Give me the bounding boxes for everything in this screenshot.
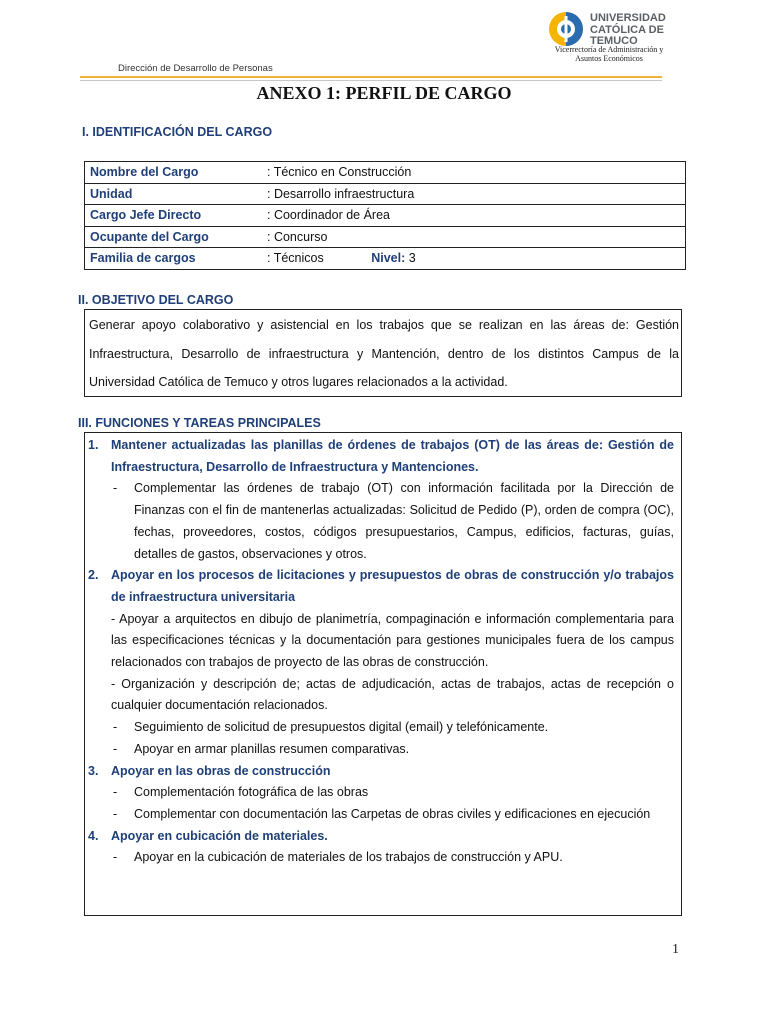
item-number: 2. bbox=[88, 568, 99, 583]
row-value bbox=[262, 248, 686, 270]
objective-text: Generar apoyo colaborativo y asistencial en los trabajos que se realizan en las áreas de: Gestión Infraestructura, Desarrollo de infraestructura y Mantención, dentro de los distintos Campus de la Universidad Católica de Temuco y otros lugares relacionados a la actividad. bbox=[89, 318, 679, 389]
list-item bbox=[84, 478, 682, 565]
row-label: Ocupante del Cargo bbox=[85, 226, 263, 248]
familia-value: : Técnicos bbox=[267, 251, 324, 266]
item-number: 3. bbox=[88, 763, 99, 778]
university-logo-icon bbox=[548, 11, 584, 47]
list-item-text: Seguimiento de solicitud de presupuestos digital (email) y telefónicamente. bbox=[134, 720, 549, 735]
nivel-value: 3 bbox=[408, 251, 416, 266]
university-name-line: CATÓLICA DE bbox=[590, 23, 664, 36]
dash-bullet-icon: - bbox=[113, 720, 118, 735]
page-number: 1 bbox=[672, 942, 679, 957]
page-title: ANEXO 1: PERFIL DE CARGO bbox=[256, 83, 512, 103]
table-row bbox=[85, 205, 686, 227]
list-item bbox=[84, 717, 682, 739]
dash-bullet-icon: - bbox=[113, 741, 118, 756]
list-item bbox=[84, 847, 682, 869]
row-label: Nombre del Cargo bbox=[85, 162, 263, 184]
vicerrectoria-line: Vicerrectoría de Administración y bbox=[554, 45, 664, 54]
list-item-text: Complementación fotográfica de las obras bbox=[134, 785, 369, 800]
section-heading-identificacion: I. IDENTIFICACIÓN DEL CARGO bbox=[82, 125, 273, 139]
table-row bbox=[85, 162, 686, 184]
item-heading-text: Apoyar en las obras de construcción bbox=[111, 763, 331, 778]
item-number: 1. bbox=[88, 438, 99, 452]
list-item: - Organización y descripción de; actas de adjudicación, actas de trabajos, actas de recepción o cualquier documentación relacionados. bbox=[111, 676, 674, 713]
row-value: : Desarrollo infraestructura bbox=[262, 183, 686, 205]
table-row bbox=[85, 226, 686, 248]
item-heading-text: Apoyar en cubicación de materiales. bbox=[111, 828, 328, 843]
vicerrectoria-line: Asuntos Económicos bbox=[575, 53, 643, 63]
dash-bullet-icon: - bbox=[113, 806, 118, 821]
row-label: Unidad bbox=[85, 183, 263, 205]
header-divider-shadow bbox=[80, 80, 662, 81]
function-item-heading bbox=[84, 435, 682, 478]
department-label: Dirección de Desarrollo de Personas bbox=[118, 63, 273, 74]
list-item bbox=[84, 804, 682, 826]
row-value: : Concurso bbox=[262, 226, 686, 248]
row-value: : Técnico en Construcción bbox=[262, 162, 686, 184]
section-heading-funciones: III. FUNCIONES Y TAREAS PRINCIPALES bbox=[78, 416, 321, 430]
list-item-text: Complementar con documentación las Carpetas de obras civiles y edificaciones en ejecución bbox=[134, 806, 651, 821]
list-item bbox=[84, 782, 682, 804]
function-item-heading bbox=[84, 761, 682, 783]
row-value: : Coordinador de Área bbox=[262, 205, 686, 227]
table-row bbox=[85, 248, 686, 270]
table-row bbox=[85, 183, 686, 205]
list-item-text: Complementar las órdenes de trabajo (OT) con información facilitada por la Dirección de Finanzas con el fin de mantenerlas actualizadas: Solicitud de Pedido (P), orden de compra (OC), fechas, proveedores, costos, códigos presupuestarios, Campus, edificios, facturas, guías, detalles de gastos, observaciones y otros. bbox=[134, 481, 674, 561]
function-item-heading bbox=[84, 565, 682, 608]
item-heading-text: Mantener actualizadas las planillas de órdenes de trabajos (OT) de las áreas de: Gestión de Infraestructura, Desarrollo de Infraestructura y Mantenciones. bbox=[111, 438, 674, 474]
list-item-text: Apoyar en la cubicación de materiales de los trabajos de construcción y APU. bbox=[134, 850, 563, 865]
row-label: Familia de cargos bbox=[85, 248, 263, 270]
section-heading-objetivo: II. OBJETIVO DEL CARGO bbox=[78, 293, 234, 307]
vicerrectoria-label bbox=[546, 46, 672, 63]
list-item bbox=[84, 739, 682, 761]
dash-bullet-icon: - bbox=[113, 785, 118, 800]
list-item-text: Apoyar en armar planillas resumen comparativas. bbox=[134, 741, 410, 756]
university-name-line: TEMUCO bbox=[590, 35, 638, 47]
dash-bullet-icon: - bbox=[113, 481, 118, 496]
list-item: - Apoyar a arquitectos en dibujo de planimetría, compaginación e información complementaria para las especificaciones técnicas y la documentación para gestiones municipales fuera de los campus relacionados con trabajos de proyecto de las obras de construcción. bbox=[111, 611, 674, 670]
function-item-heading bbox=[84, 826, 682, 848]
identification-table bbox=[84, 161, 686, 270]
university-name-line: UNIVERSIDAD bbox=[590, 12, 666, 24]
header-divider bbox=[80, 76, 662, 78]
item-number: 4. bbox=[88, 828, 99, 843]
university-name bbox=[590, 13, 666, 48]
functions-list bbox=[84, 435, 682, 869]
nivel-label: Nivel: bbox=[371, 251, 406, 266]
row-label: Cargo Jefe Directo bbox=[85, 205, 263, 227]
item-heading-text: Apoyar en los procesos de licitaciones y presupuestos de obras de construcción y/o trabajos de infraestructura universitaria bbox=[111, 568, 674, 604]
dash-bullet-icon: - bbox=[113, 850, 118, 865]
